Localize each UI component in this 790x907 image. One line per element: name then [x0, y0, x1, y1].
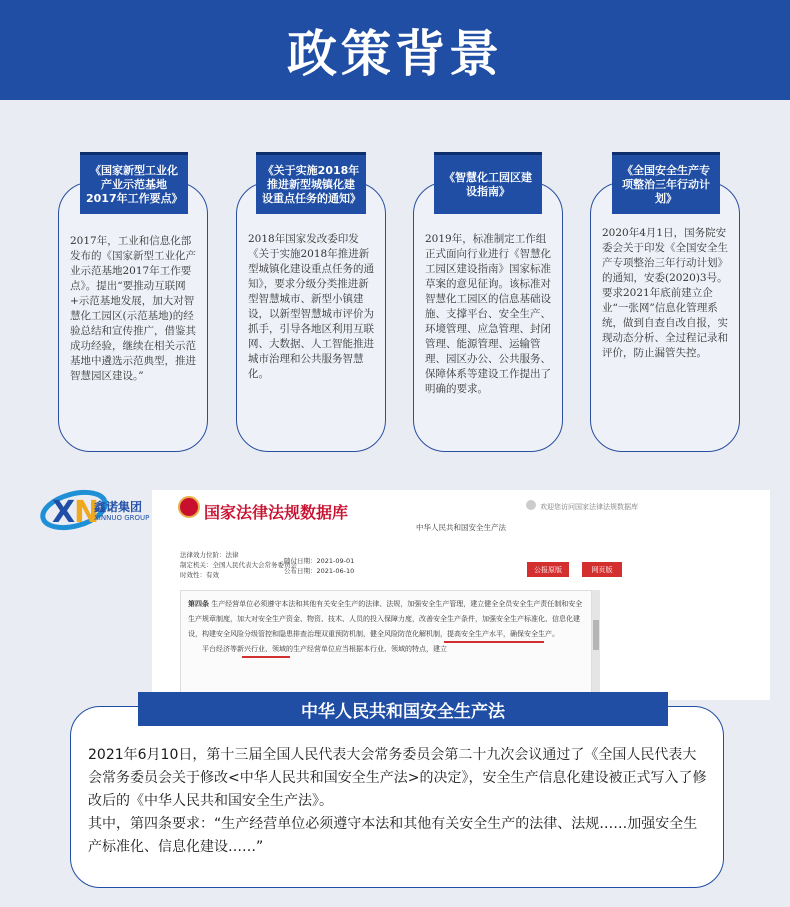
article-label: 第四条 [188, 599, 209, 608]
policy-body-4: 2020年4月1日，国务院安委会关于印发《全国安全生产专项整治三年行动计划》的通知，安委(2020)3号。要求2021年底前建立企业“一张网”信息化管理系统，做到自查自改自报，实现动态分析、全过程记录和评价，防止漏管失控。 [602, 227, 728, 359]
law-database-screenshot [152, 490, 770, 700]
law-article [188, 596, 588, 657]
policy-body-2: 2018年国家发改委印发《关于实施2018年推进新型城镇化建设重点任务的通知》，要求分级分类推进新型智慧城市、新型小镇建设，以新型智慧城市评价为抓手，引导各地区利用互联网、大数据、人工智能推进城市治理和公共服务智慧化。 [248, 233, 374, 380]
scrollbar-thumb[interactable] [593, 620, 599, 650]
summary-paragraph-2: 其中，第四条要求：“生产经营单位必须遵守本法和其他有关安全生产的法律、法规……加强安全生产标准化、信息化建设……” [88, 816, 698, 855]
highlight-underline [444, 641, 544, 643]
policy-tag-1: 《国家新型工业化产业示范基地2017年工作要点》 [80, 152, 188, 214]
logo-text-en: XINNUO GROUP [94, 514, 150, 522]
svg-text:N: N [74, 495, 100, 530]
svg-text:X: X [52, 495, 76, 530]
meta-level: 法律效力位阶：法律 [180, 551, 239, 559]
law-summary-body [88, 744, 708, 859]
policy-tag-2: 《关于实施2018年推进新型城镇化建设重点任务的通知》 [256, 152, 366, 214]
policy-tag-3: 《智慧化工园区建设指南》 [434, 152, 542, 214]
welcome-icon [526, 500, 536, 510]
gazette-button[interactable]: 公报原版 [527, 562, 569, 577]
summary-paragraph-1: 2021年6月10日，第十三届全国人民代表大会常务委员会第二十九次会议通过了《全国人民代表大会常务委员会关于修改<中华人民共和国安全生产法>的决定》，安全生产信息化建设被正式写入了修改后的《中华人民共和国安全生产法》。 [88, 747, 707, 809]
meta-authority: 制定机关：全国人民代表大会常务委员会 [180, 561, 297, 569]
policy-body-1: 2017年，工业和信息化部发布的《国家新型工业化产业示范基地2017年工作要点》。提出“要推动互联网+示范基地发展，加大对智慧化工园区(示范基地)的经验总结和宣传推广，借鉴其成功经验，继续在相关示范基地中遴选示范典型，推进智慧园区建设。” [70, 235, 196, 382]
page-title: 政策背景 [287, 25, 503, 83]
logo-text-cn: 鑫诺集团 [94, 500, 143, 514]
policy-tag-4: 《全国安全生产专项整治三年行动计划》 [612, 152, 720, 214]
meta-effective-date: 随付日期：2021-09-01 [284, 557, 355, 565]
policy-body-3: 2019年，标准制定工作组正式面向行业进行《智慧化工园区建设指南》国家标准草案的意见征询。该标准对智慧化工园区的信息基础设施、支撑平台、安全生产、环境管理、应急管理、封闭管理、能源管理、运输管理、园区办公、公共服务、保障体系等建设工作提出了明确的要求。 [425, 233, 551, 395]
meta-publish-date: 公布日期：2021-06-10 [284, 567, 355, 575]
article-next: 平台经济等新兴行业、领域的生产经营单位应当根据本行业、领域的特点，建立 [202, 645, 447, 653]
highlight-underline [242, 656, 290, 658]
meta-left [180, 550, 297, 580]
national-emblem-icon [178, 496, 200, 518]
meta-validity: 时效性：有效 [180, 571, 219, 579]
db-title: 国家法律法规数据库 [204, 503, 349, 522]
law-heading: 中华人民共和国安全生产法 [416, 523, 506, 532]
meta-mid [284, 556, 354, 576]
article-body: 生产经营单位必须遵守本法和其他有关安全生产的法律、法规，加强安全生产管理，建立健全全员安全生产责任制和安全生产规章制度，加大对安全生产资金、物资、技术、人员的投入保障力度，改善安全生产条件，加强安全生产标准化、信息化建设，构建安全风险分级管控和隐患排查治理双重预防机制，健全风险防范化解机制，提高安全生产水平，确保安全生产。 [188, 600, 583, 638]
law-summary-title: 中华人民共和国安全生产法 [138, 692, 668, 726]
welcome-text: 欢迎您访问国家法律法规数据库 [540, 503, 638, 511]
webpage-button[interactable]: 网页版 [582, 562, 622, 577]
